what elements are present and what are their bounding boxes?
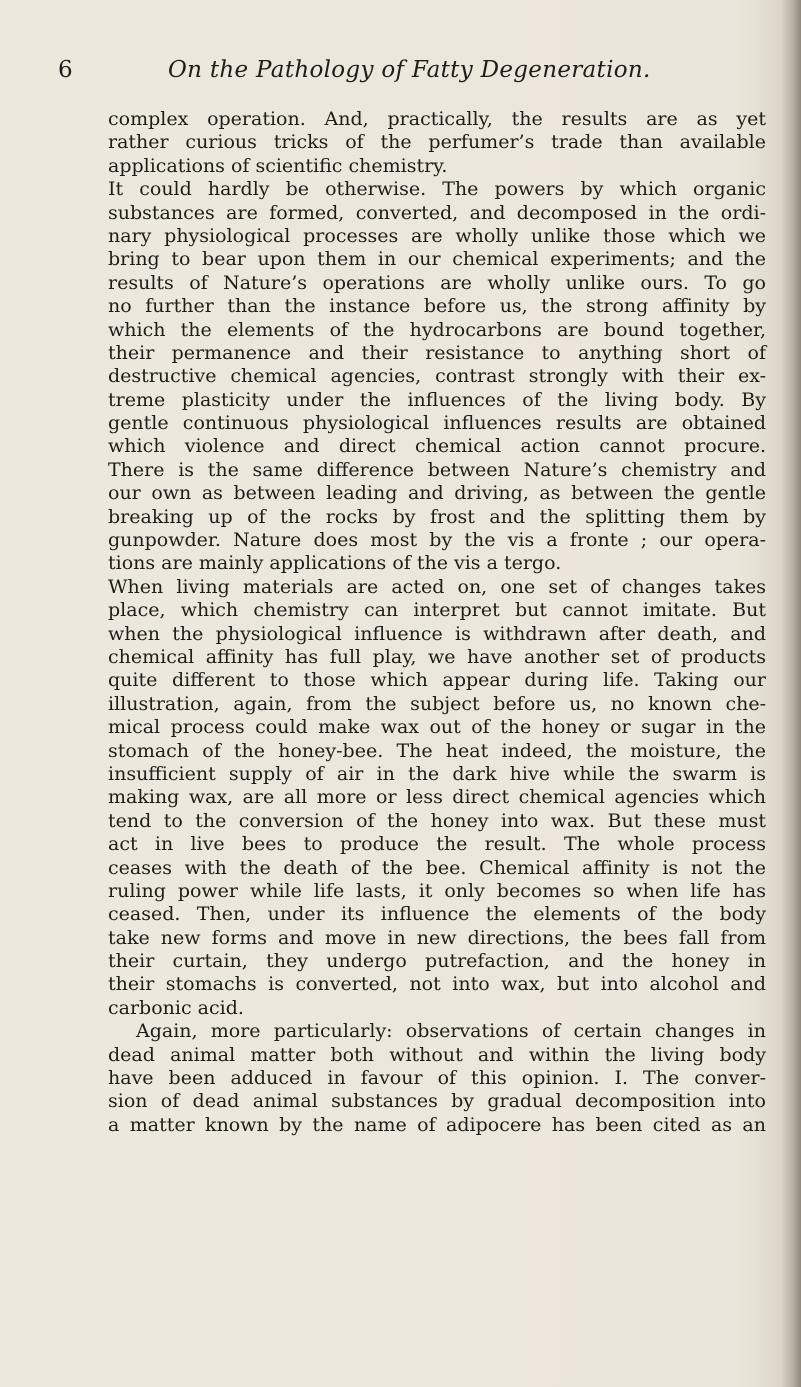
page-binding-edge (781, 0, 801, 1387)
text-line: destructive chemical agencies, contrast strongly with their ex- (108, 365, 766, 388)
text-line: gentle continuous physiological influences results are obtained (108, 412, 766, 435)
text-line: treme plasticity under the influences of the living body. By (108, 388, 766, 411)
page-number: 6 (58, 57, 73, 83)
text-line: sion of dead animal substances by gradual decomposition into (108, 1090, 766, 1113)
text-line: which the elements of the hydrocarbons are bound together, (108, 318, 766, 341)
text-line: dead animal matter both without and within the living body (108, 1043, 766, 1066)
text-line: their stomachs is converted, not into wax, but into alcohol and (108, 973, 766, 996)
text-line: rather curious tricks of the perfumer’s trade than available (108, 131, 766, 154)
text-line: their permanence and their resistance to anything short of (108, 341, 766, 364)
text-line: our own as between leading and driving, as between the gentle (108, 482, 766, 505)
text-line: breaking up of the rocks by frost and the splitting them by (108, 505, 766, 528)
text-line: bring to bear upon them in our chemical experiments; and the (108, 248, 766, 271)
text-line: a matter known by the name of adipocere has been cited as an (108, 1113, 766, 1136)
text-line: stomach of the honey-bee. The heat indeed, the moisture, the (108, 739, 766, 762)
text-line: act in live bees to produce the result. The whole process (108, 833, 766, 856)
text-line: tend to the conversion of the honey into wax. But these must (108, 809, 766, 832)
text-line: place, which chemistry can interpret but cannot imitate. But (108, 599, 766, 622)
text-line: which violence and direct chemical action cannot procure. (108, 435, 766, 458)
text-line: When living materials are acted on, one set of changes takes (108, 575, 766, 598)
text-line: nary physiological processes are wholly unlike those which we (108, 224, 766, 247)
running-title: On the Pathology of Fatty Degeneration. (168, 57, 651, 83)
text-line: quite different to those which appear during life. Taking our (108, 669, 766, 692)
text-line: results of Nature’s operations are wholly unlike ours. To go (108, 271, 766, 294)
text-line: It could hardly be otherwise. The powers by which organic (108, 178, 766, 201)
text-line: substances are formed, converted, and decomposed in the ordi- (108, 201, 766, 224)
text-line: have been adduced in favour of this opinion. I. The conver- (108, 1067, 766, 1090)
text-line: take new forms and move in new directions, the bees fall from (108, 926, 766, 949)
text-line: no further than the instance before us, the strong affinity by (108, 295, 766, 318)
text-line: ruling power while life lasts, it only becomes so when life has (108, 879, 766, 902)
text-line: carbonic acid. (108, 996, 244, 1019)
text-line: tions are mainly applications of the vis a tergo. (108, 552, 562, 575)
text-line: ceases with the death of the bee. Chemical affinity is not the (108, 856, 766, 879)
text-line: their curtain, they undergo putrefaction, and the honey in (108, 950, 766, 973)
text-line: mical process could make wax out of the honey or sugar in the (108, 716, 766, 739)
text-line: Again, more particularly: observations of certain changes in (136, 1020, 766, 1043)
text-line: complex operation. And, practically, the results are as yet (108, 108, 766, 130)
text-line: making wax, are all more or less direct chemical agencies which (108, 786, 766, 809)
text-line: gunpowder. Nature does most by the vis a fronte ; our opera- (108, 529, 766, 552)
text-line: insufficient supply of air in the dark hive while the swarm is (108, 762, 766, 785)
text-line: There is the same difference between Nature’s chemistry and (108, 458, 766, 481)
text-line: chemical affinity has full play, we have another set of products (108, 645, 766, 668)
text-line: applications of scientific chemistry. (108, 154, 448, 177)
text-line: illustration, again, from the subject before us, no known che- (108, 692, 766, 715)
text-line: when the physiological influence is withdrawn after death, and (108, 622, 766, 645)
text-line: ceased. Then, under its influence the elements of the body (108, 903, 766, 926)
page-header (58, 52, 748, 88)
body-text (108, 108, 766, 1137)
